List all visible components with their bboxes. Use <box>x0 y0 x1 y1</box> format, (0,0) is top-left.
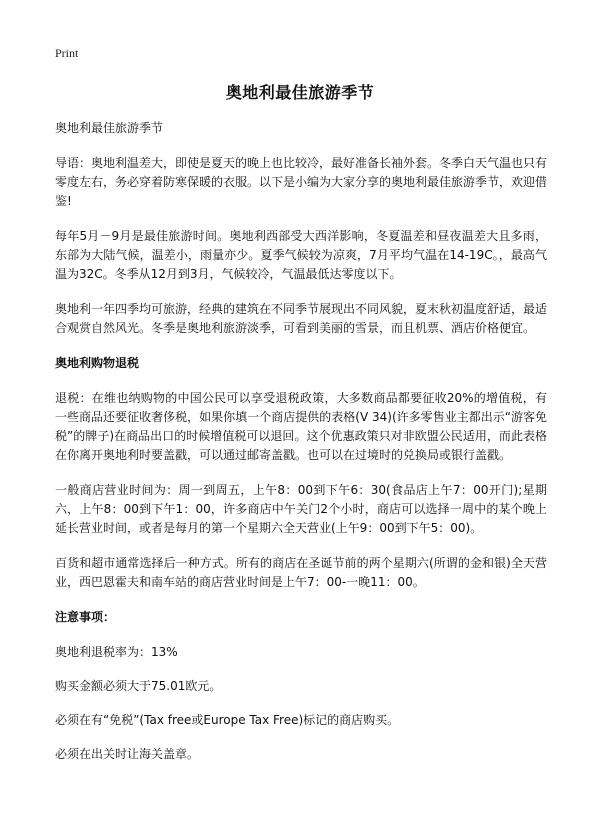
notes-list <box>55 643 547 764</box>
article-body <box>55 119 547 779</box>
department-store-paragraph: 百货和超市通常选择后一种方式。所有的商店在圣诞节前的两个星期六(所谓的金和银)全天营业，西巴恩霍夫和南车站的商店营业时间是上午7：00-一晚11：00。 <box>55 556 547 589</box>
list-item: 必须在出关时让海关盖章。 <box>55 747 200 761</box>
notes-section-heading: 注意事项： <box>55 610 116 624</box>
page-title: 奥地利最佳旅游季节 <box>225 83 375 102</box>
article-subtitle: 奥地利最佳旅游季节 <box>55 121 164 135</box>
intro-paragraph: 导语：奥地利温差大，即使是夏天的晚上也比较冷，最好准备长袖外套。冬季白天气温也只有零度左右，务必穿着防寒保暖的衣服。以下是小编为大家分享的奥地利最佳旅游季节，欢迎借鉴! <box>55 156 548 208</box>
store-hours-paragraph: 一般商店营业时间为：周一到周五，上午8：00到下午6：30(食品店上午7：00开门);星期六，上午8：00到下午1：00，许多商店中午关门2个小时，商店可以选择一周中的某个晚上延长营业时间，或者是每月的第一个星期六全天营业(上午9：00到下午5：00)。 <box>55 483 547 535</box>
list-item: 购买金额必须大于75.01欧元。 <box>55 679 222 693</box>
print-link[interactable]: Print <box>55 46 79 60</box>
season-paragraph: 每年5月－9月是最佳旅游时间。奥地利西部受大西洋影响，冬夏温差和昼夜温差大且多雨，东部为大陆气候，温差小，雨量亦少。夏季气候较为凉爽，7月平均气温在14-19C。，最高气温为32C。冬季从12月到3月，气候较冷，气温最低达零度以下。 <box>55 229 547 281</box>
list-item: 奥地利退税率为：13% <box>55 645 178 659</box>
tax-refund-paragraph: 退税：在维也纳购物的中国公民可以享受退税政策，大多数商品都要征收20%的增值税，有一些商品还要征收奢侈税，如果你填一个商店提供的表格(V 34)(许多零售业主都出示“游客免税”的牌子)在商品出口的时候增值税可以退回。这个优惠政策只对非欧盟公民适用，而此表格在你离开奥地利时要盖戳，可以通过邮寄盖戳。也可以在过境时的兑换局或银行盖戳。 <box>55 391 547 462</box>
year-round-paragraph: 奥地利一年四季均可旅游，经典的建筑在不同季节展现出不同风貌，夏末秋初温度舒适，最适合观赏自然风光。冬季是奥地利旅游淡季，可看到美丽的雪景，而且机票、酒店价格便宜。 <box>55 302 548 335</box>
list-item: 必须在有“免税”(Tax free或Europe Tax Free)标记的商店购买。 <box>55 713 400 727</box>
tax-section-heading: 奥地利购物退税 <box>55 356 140 370</box>
